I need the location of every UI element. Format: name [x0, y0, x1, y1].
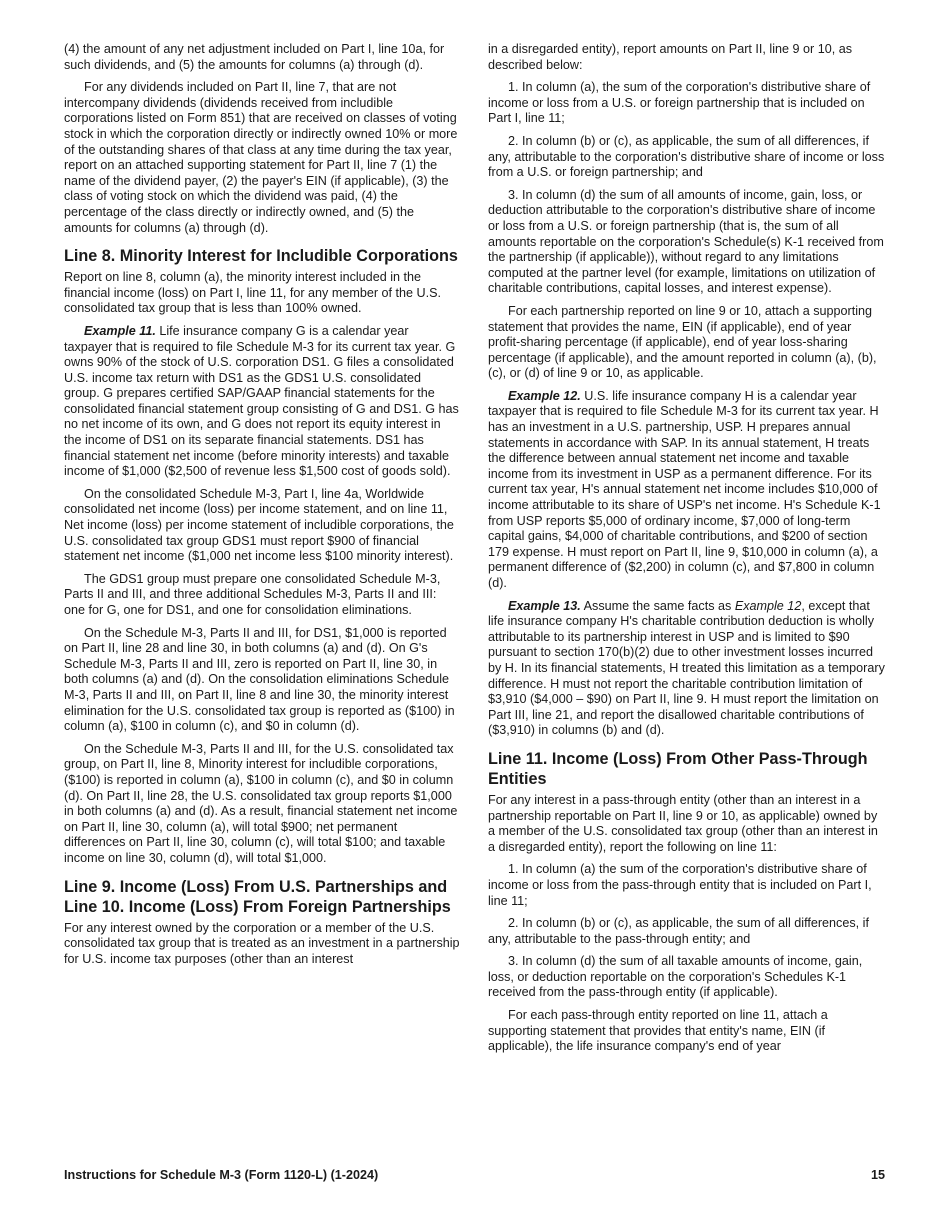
example-text: U.S. life insurance company H is a calendar year taxpayer that is required to file Schedule M-3 for its current tax year. H has an investment in a U.S. partnership, USP. H prepares annual statements in accordance with SAP. In its annual statement, H treats the difference between annual statement net income and taxable income from its investment in USP as a permanent difference. For its current tax year, H's annual statement net income includes $10,000 of income attributable to its share of USP's net income. H's Schedule K-1 from USP reports $5,000 of ordinary income, $7,000 of long-term capital gains, $4,000 of charitable contributions, and $200 of section 179 expense. H must report on Part II, line 9, $10,000 in column (a), a permanent difference of ($2,200) in column (c), and $7,800 in column (d). [488, 388, 881, 590]
list-item: 1. In column (a), the sum of the corporation's distributive share of income or loss from a U.S. or foreign partnership that is included on Part I, line 11; [488, 80, 871, 126]
section-heading-line-8: Line 8. Minority Interest for Includible Corporations [64, 247, 458, 266]
paragraph: For each partnership reported on line 9 or 10, attach a supporting statement that provides the name, EIN (if applicable), end of year profit-sharing percentage (if applicable), end of year loss-sharing percentage (if applicable), and the amount reported in column (a), (b), (c), or (d) of line 9 or 10, as applicable. [488, 303, 877, 381]
example-reference: Example 12 [734, 598, 802, 613]
list-item: 2. In column (b) or (c), as applicable, the sum of all differences, if any, attributable to the corporation's distributive share of income or loss from a U.S. or foreign partnership; and [488, 133, 885, 180]
paragraph: Report on line 8, column (a), the minority interest included in the financial income (loss) on Part I, line 11, for any member of the U.S. consolidated tax group that is less than 100% owned. [64, 270, 442, 316]
list-item: 2. In column (b) or (c), as applicable, the sum of all differences, if any, attributable to the pass-through entity; and [488, 916, 869, 946]
paragraph: On the Schedule M-3, Parts II and III, for DS1, $1,000 is reported on Part II, line 28 and line 30, in both columns (a) and (d). On G's Schedule M-3, Parts II and III, zero is reported on Part II, line 30, in both columns (a) and (d). On the consolidation eliminations Schedule M-3, Parts II and III, on Part II, line 8 and line 30, the minority interest elimination for the U.S. consolidated tax group is reported as ($100) in column (a), $100 in column (c), and $0 in column (d). [64, 625, 455, 734]
paragraph: (4) the amount of any net adjustment included on Part I, line 10a, for such dividends, and (5) the amounts for columns (a) through (d). [64, 42, 445, 72]
example-12 [488, 389, 886, 592]
paragraph: in a disregarded entity), report amounts on Part II, line 9 or 10, as described below: [488, 42, 853, 72]
example-label: Example 11. [84, 323, 156, 338]
paragraph: For any interest owned by the corporation or a member of the U.S. consolidated tax group that is treated as an investment in a partnership for U.S. income tax purposes (other than an interest [64, 920, 460, 966]
example-13 [488, 599, 886, 739]
example-text: , except that life insurance company H's charitable contribution deduction is wholly attributable to its partnership interest in USP and is limited to $90 pursuant to section 170(b)(2) due to other investment losses incurred by H. In its financial statements, H treated this limitation as a temporary difference. H must not report the charitable contribution limitation of $3,910 ($4,000 – $90) on Part II, line 9. H must report the limitation on Part III, line 21, and report the disallowed charitable contributions of ($3,910) in columns (b) and (d). [488, 598, 885, 738]
example-text: Life insurance company G is a calendar year taxpayer that is required to file Schedule M-3 for its current tax year. G owns 90% of the stock of U.S. corporation DS1. G files a consolidated U.S. income tax return with DS1 as the GDS1 U.S. consolidated group. G prepares certified SAP/GAAP financial statements for the consolidated financial statement group consisting of G and DS1. G has no net income of its own, and G does not report its equity interest in the income of DS1 on its separate financial statements. DS1 has financial statement net income (before minority interests) and taxable income of $1,000 ($2,500 of revenue less $1,500 cost of goods sold). [64, 323, 459, 479]
page-number: 15 [870, 1168, 885, 1182]
paragraph: For any dividends included on Part II, line 7, that are not intercompany dividends (dividends received from includible corporations listed on Form 851) that are received on classes of voting stock in which the corporation directly or indirectly owned 10% or more of the outstanding shares of that class at any time during the tax year, report on an attached supporting statement for Part II, line 7 (1) the name of the dividend payer, (2) the payer's EIN (if applicable), (3) the class of voting stock on which the dividend was paid, (4) the percentage of the class directly or indirectly owned, and (5) the amounts for columns (a) through (d). [64, 80, 458, 235]
list-item: 3. In column (d) the sum of all amounts of income, gain, loss, or deduction attributable to the corporation's distributive share of income or loss from a U.S. or foreign partnership (that is, the sum of all amounts reportable on the corporation's Schedule(s) K-1 received from the partnership (if applicable)), without regard to any limitations computed at the partner level (for example, limitations on utilization of charitable contributions, capital losses, and interest expense). [488, 187, 884, 296]
paragraph: For each pass-through entity reported on line 11, attach a supporting statement that provides that entity's name, EIN (if applicable), the life insurance company's end of year [488, 1008, 828, 1054]
footer-title: Instructions for Schedule M-3 (Form 1120-L) (1-2024) [64, 1168, 379, 1182]
section-heading-line-11: Line 11. Income (Loss) From Other Pass-Through Entities [488, 749, 868, 788]
example-label: Example 12. [508, 388, 581, 403]
list-item: 1. In column (a) the sum of the corporation's distributive share of income or loss from the pass-through entity that is included on Part I, line 11; [488, 862, 872, 908]
paragraph: The GDS1 group must prepare one consolidated Schedule M-3, Parts II and III, and three additional Schedules M-3, Parts II and III: one for G, one for DS1, and one for consolidation eliminations. [64, 571, 441, 617]
section-heading-line-9-10: Line 9. Income (Loss) From U.S. Partnerships and Line 10. Income (Loss) From Foreign Partnerships [64, 877, 451, 916]
paragraph: On the Schedule M-3, Parts II and III, for the U.S. consolidated tax group, on Part II, line 8, Minority interest for includible corporations, ($100) is reported in column (a), $100 in column (c), and $0 in column (d). On Part II, line 28, the U.S. consolidated tax group reports $1,000 in both columns (a) and (d). As a result, financial statement net income on Part II, line 30, column (a), will total $900; net permanent differences on Part II, line 30, column (c), will total $100; and taxable income on line 30, column (d), will total $1,000. [64, 741, 458, 865]
example-11 [64, 324, 460, 480]
right-column [488, 42, 886, 1062]
left-column [64, 42, 460, 974]
paragraph: For any interest in a pass-through entity (other than an interest in a partnership reportable on Part II, line 9 or 10, as applicable) owned by a member of the U.S. consolidated tax group (other than an interest in a disregarded entity), report the following on line 11: [488, 792, 878, 854]
paragraph: On the consolidated Schedule M-3, Part I, line 4a, Worldwide consolidated net income (loss) per income statement, and on line 11, Net income (loss) per income statement of includible corporations, the U.S. consolidated tax group GDS1 must report $900 of financial statement net income ($1,000 net income less $100 minority interest). [64, 486, 454, 564]
example-label: Example 13. [508, 598, 581, 613]
example-text: Assume the same facts as [580, 598, 735, 613]
list-item: 3. In column (d) the sum of all taxable amounts of income, gain, loss, or deduction reportable on the corporation's Schedules K-1 received from the pass-through entity (if applicable). [488, 954, 863, 1000]
